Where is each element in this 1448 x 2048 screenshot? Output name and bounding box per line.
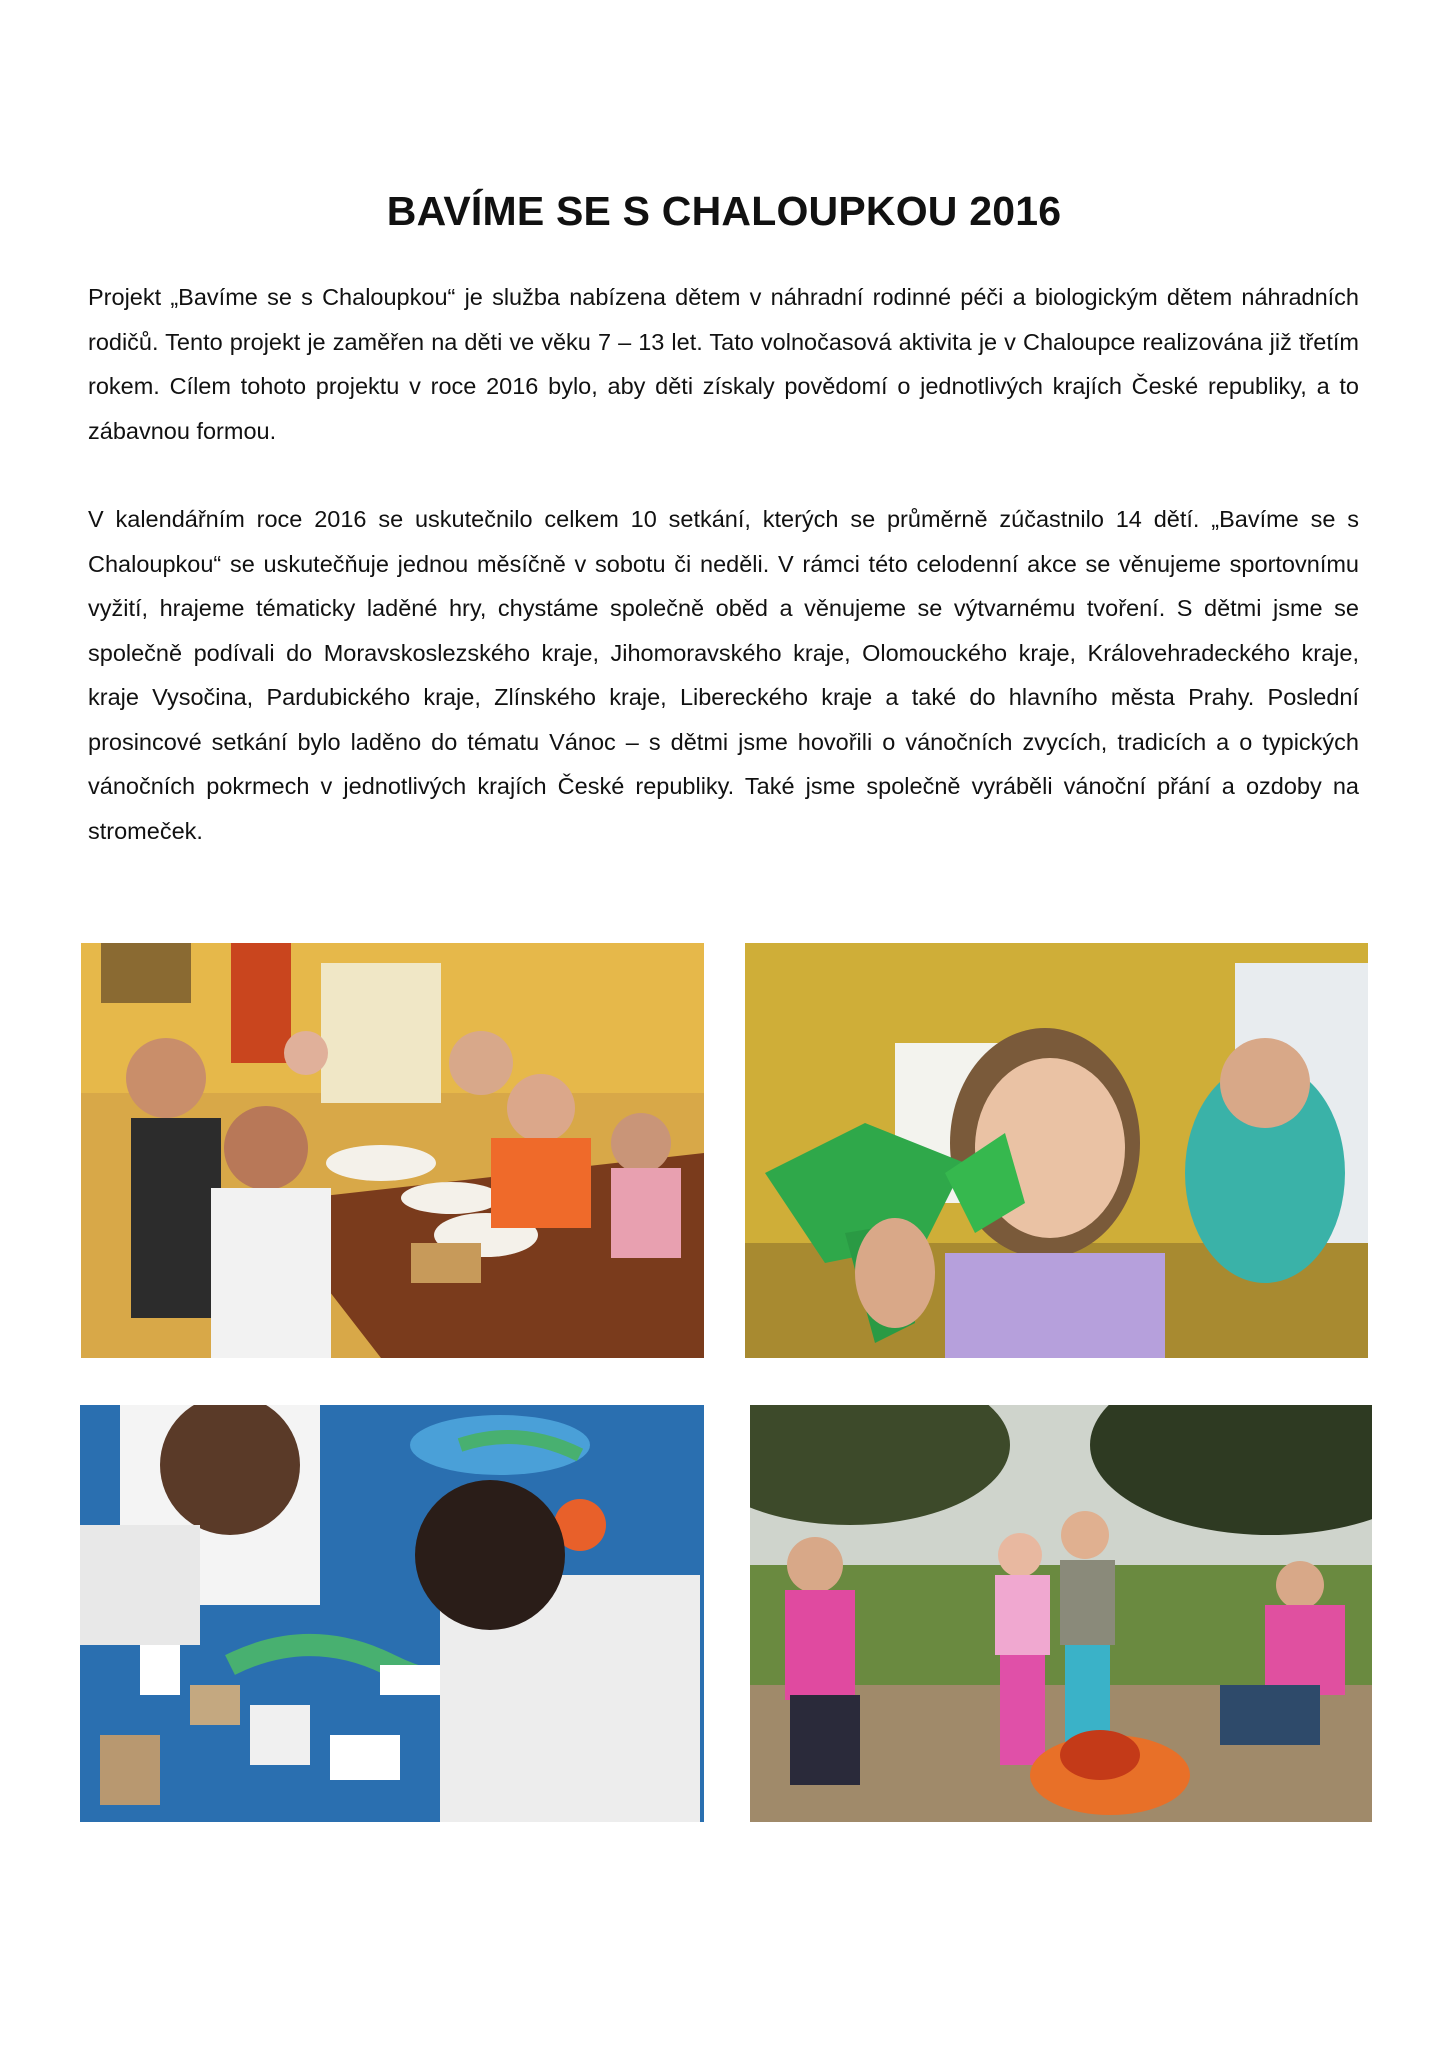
children-cooking-photo [81, 943, 704, 1358]
activities-paragraph: V kalendářním roce 2016 se uskutečnilo celkem 10 setkání, kterých se průměrně zúčastnilo 14 dětí. „Bavíme se s Chaloupkou“ se uskutečňuje jednou měsíčně v sobotu či neděli. V rámci této celodenní akce se věnujeme sportovnímu vyžití, hrajeme tématicky laděné hry, chystáme společně oběd a věnujeme se výtvarnému tvoření. S dětmi jsme se společně podívali do Moravskoslezského kraje, Jihomoravského kraje, Olomouckého kraje, Královehradeckého kraje, kraje Vysočina, Pardubického kraje, Zlínského kraje, Libereckého kraje a také do hlavního města Prahy. Poslední prosincové setkání bylo laděno do tématu Vánoc – s dětmi jsme hovořili o vánočních zvycích, tradicích a o typických vánočních pokrmech v jednotlivých krajích České republiky. Také jsme společně vyráběli vánoční přání a ozdoby na stromeček. [88, 506, 1359, 844]
children-floor-game-photo [80, 1405, 704, 1822]
children-campfire-photo [750, 1405, 1372, 1822]
page-title: BAVÍME SE S CHALOUPKOU 2016 [386, 188, 1062, 234]
intro-paragraph: Projekt „Bavíme se s Chaloupkou“ je služba nabízena dětem v náhradní rodinné péči a biologickým dětem náhradních rodičů. Tento projekt je zaměřen na děti ve věku 7 – 13 let. Tato volnočasová aktivita je v Chaloupce realizována již třetím rokem. Cílem tohoto projektu v roce 2016 bylo, aby děti získaly povědomí o jednotlivých krajích České republiky, a to zábavnou formou. [88, 284, 1359, 444]
girl-paper-dragon-photo [745, 943, 1368, 1358]
